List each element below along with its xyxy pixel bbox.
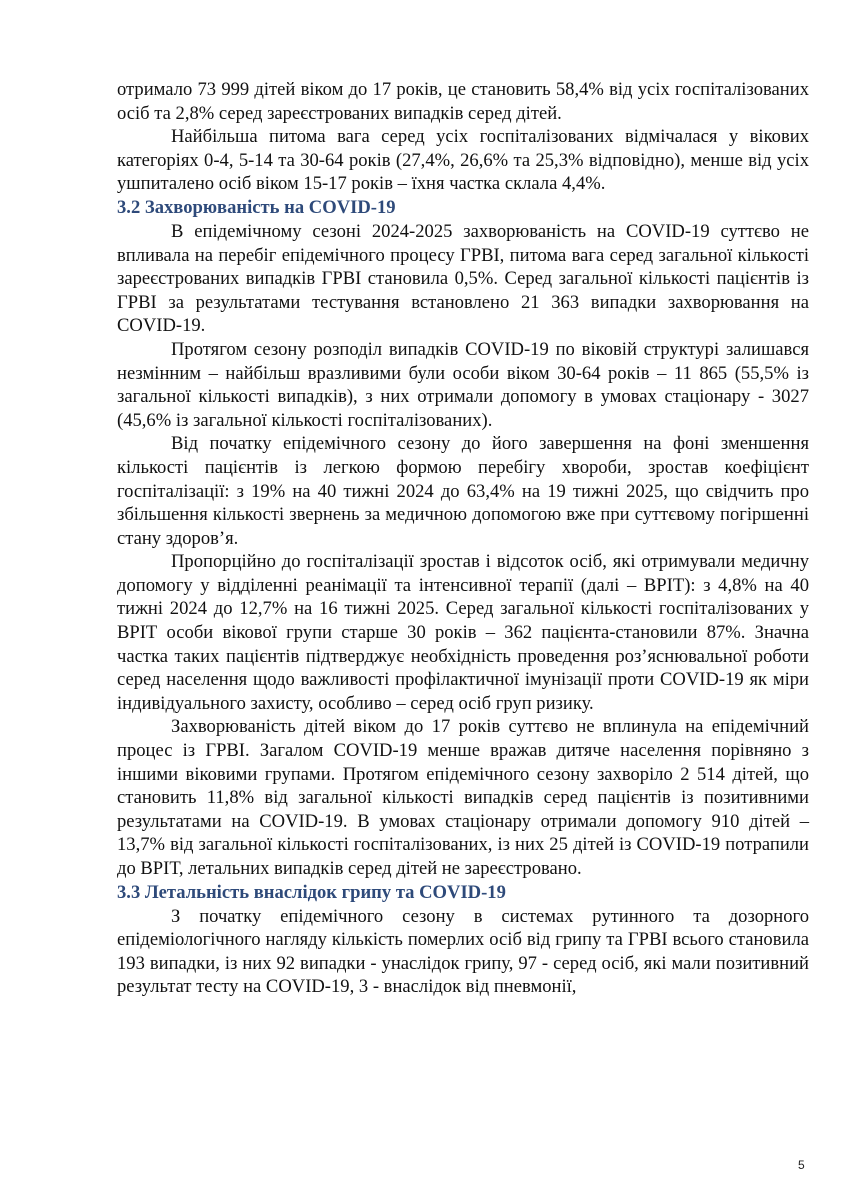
paragraph-intro-continuation: отримало 73 999 дітей віком до 17 років, це становить 58,4% від усіх госпіталізованих осіб та 2,8% серед зареєстрованих випадків серед дітей. bbox=[117, 79, 809, 124]
paragraph-hospitalization-coefficient: Від початку епідемічного сезону до його завершення на фоні зменшення кількості пацієнтів із легкою формою перебігу хвороби, зростав коефіцієнт госпіталізації: з 19% на 40 тижні 2024 до 63,4% на 19 тижні 2025, що свідчить про збільшення кількості звернень за медичною допомогою вже при суттєвому погіршенні стану здоров’я. bbox=[117, 433, 809, 549]
document-page bbox=[117, 78, 809, 999]
paragraph-hospitalization-age-share: Найбільша питома вага серед усіх госпіталізованих відмічалася у вікових категоріях 0-4, 5-14 та 30-64 років (27,4%, 26,6% та 25,3% відповідно), менше від усіх ушпиталено осіб віком 15-17 років – їхня частка склала 4,4%. bbox=[117, 126, 809, 195]
paragraph-covid-age-distribution: Протягом сезону розподіл випадків COVID-19 по віковій структурі залишався незмінним – найбільш вразливими були особи віком 30-64 років – 11 865 (55,5% із загальної кількості випадків), з них отримали допомогу в умовах стаціонару - 3027 (45,6% із загальної кількості госпіталізованих). bbox=[117, 338, 809, 431]
section-heading-covid-incidence: 3.2 Захворюваність на COVID-19 bbox=[117, 196, 396, 218]
paragraph-children-incidence: Захворюваність дітей віком до 17 років суттєво не вплинула на епідемічний процес із ГРВІ. Загалом COVID-19 менше вражав дитяче населення порівняно з іншими віковими групами. Протягом епідемічного сезону захворіло 2 514 дітей, що становить 11,8% від загальної кількості випадків серед пацієнтів із позитивними результатами на COVID-19. В умовах стаціонару отримали допомогу 910 дітей – 13,7% від загальної кількості госпіталізованих, із них 25 дітей із COVID-19 потрапили до ВРІТ, летальних випадків серед дітей не зареєстровано. bbox=[117, 716, 809, 879]
section-heading-mortality: 3.3 Летальність внаслідок грипу та COVID-19 bbox=[117, 881, 506, 903]
paragraph-covid-season-overview: В епідемічному сезоні 2024-2025 захворюваність на COVID-19 суттєво не впливала на перебіг епідемічного процесу ГРВІ, питома вага серед загальної кількості зареєстрованих випадків ГРВІ становила 0,5%. Серед загальної кількості пацієнтів із ГРВІ за результатами тестування встановлено 21 363 випадки захворювання на COVID-19. bbox=[117, 220, 809, 337]
paragraph-icu-share: Пропорційно до госпіталізації зростав і відсоток осіб, які отримували медичну допомогу у відділенні реанімації та інтенсивної терапії (далі – ВРІТ): з 4,8% на 40 тижні 2024 до 12,7% на 16 тижні 2025. Серед загальної кількості госпіталізованих у ВРІТ особи вікової групи старше 30 років – 362 пацієнта-становили 87%. Значна частка таких пацієнтів підтверджує необхідність проведення роз’яснювальної роботи серед населення щодо важливості профілактичної імунізації проти COVID-19 як міри індивідуального захисту, особливо – серед осіб груп ризику. bbox=[117, 551, 809, 714]
page-number: 5 bbox=[798, 1158, 805, 1172]
paragraph-mortality-overview: З початку епідемічного сезону в системах рутинного та дозорного епідеміологічного нагляду кількість померлих осіб від грипу та ГРВІ всього становила 193 випадки, із них 92 випадки - унаслідок грипу, 97 - серед осіб, які мали позитивний результат тесту на COVID-19, 3 - внаслідок від пневмонії, bbox=[117, 905, 809, 998]
